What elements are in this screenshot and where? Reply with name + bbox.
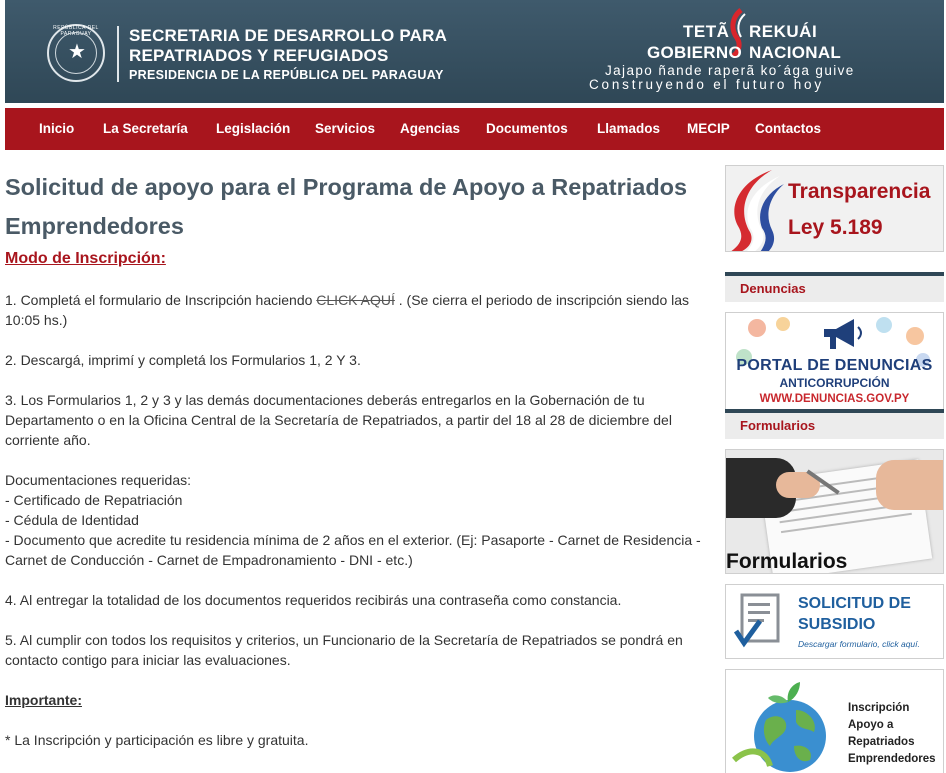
bubble-icon [876, 317, 892, 333]
important-heading: Importante: [5, 692, 82, 708]
header-divider [117, 26, 119, 82]
nav-item-servicios[interactable]: Servicios [315, 121, 376, 136]
doc-item: - Cédula de Identidad [5, 512, 139, 528]
nav-item-inicio[interactable]: Inicio [39, 121, 75, 136]
nav-item-llamados[interactable]: Llamados [597, 121, 661, 136]
nav-item-contactos[interactable]: Contactos [755, 121, 822, 136]
site-title-line1: SECRETARIA DE DESARROLLO PARA [129, 26, 448, 45]
star-icon: ★ [68, 41, 86, 63]
formularios-section-header [725, 409, 944, 439]
transparencia-title: Transparencia [788, 180, 931, 203]
bubble-icon [906, 327, 924, 345]
hand [876, 460, 944, 510]
solicitud-subsidio-banner[interactable] [725, 584, 944, 659]
step-5: 5. Al cumplir con todos los requisitos y criterios, un Funcionario de la Secretaría de Repatriados se pondrá en contacto contigo para iniciar las evaluaciones. [5, 632, 683, 668]
brand-rekuai: REKUÁI [749, 22, 818, 41]
bubble-icon [748, 319, 766, 337]
brand-nacional: NACIONAL [749, 43, 842, 62]
portal-title: PORTAL DE DENUNCIAS [736, 357, 933, 374]
docs-heading: Documentaciones requeridas: [5, 472, 191, 488]
nav-item-la-secretaria[interactable]: La Secretaría [103, 121, 188, 136]
subsidio-subtitle: Descargar formulario, click aquí. [798, 639, 920, 649]
checklist-icon [734, 591, 784, 653]
bubble-icon [776, 317, 790, 331]
portal-subtitle: ANTICORRUPCIÓN [779, 376, 890, 390]
formularios-banner-text: Formularios [726, 550, 848, 573]
paraguay-flag-ribbon-icon [728, 168, 784, 252]
portal-url: WWW.DENUNCIAS.GOV.PY [759, 393, 910, 405]
megaphone-icon [820, 317, 866, 353]
step-1: 1. Completá el formulario de Inscripción haciendo CLICK AQUÍ . (Se cierra el periodo de inscripción siendo las 10:05 hs.) [5, 292, 690, 328]
formularios-label: Formularios [740, 418, 816, 433]
page-title: Solicitud de apoyo para el Programa de Apoyo a Repatriados Emprendedores [5, 174, 688, 239]
doc-item: - Documento que acredite tu residencia mínima de 2 años en el exterior. (Ej: Pasaporte - Carnet de Residencia - Carnet de Conducción - Carnet de Empadronamiento - DNI - etc.) [5, 532, 701, 568]
portal-denuncias-banner[interactable] [725, 312, 944, 411]
tagline-spanish: Construyendo el futuro hoy [589, 77, 824, 92]
site-header [5, 0, 944, 103]
nav-item-agencias[interactable]: Agencias [400, 121, 461, 136]
site-subtitle: PRESIDENCIA DE LA REPÚBLICA DEL PARAGUAY [129, 68, 444, 82]
doc-item: - Certificado de Repatriación [5, 492, 183, 508]
nav-item-documentos[interactable]: Documentos [486, 121, 568, 136]
click-here-link[interactable]: CLICK AQUÍ [316, 292, 395, 308]
globe-plant-icon [730, 680, 842, 773]
formularios-banner[interactable] [725, 449, 944, 574]
tagline-guarani: Jajapo ñande raperã ko´ága guive [605, 63, 855, 78]
denuncias-label: Denuncias [740, 281, 806, 296]
transparencia-banner[interactable] [725, 165, 944, 252]
step-3: 3. Los Formularios 1, 2 y 3 y las demás documentaciones deberás entregarlos en la Gobernación de tu Departamento o en la Oficina Central de la Secretaría de Repatriados, a partir del 18 al 28 de diciembre del corriente año. [5, 392, 672, 448]
nav-item-mecip[interactable]: MECIP [687, 121, 730, 136]
important-note: * La Inscripción y participación es libre y gratuita. [5, 732, 309, 748]
subsidio-title-2: SUBSIDIO [798, 616, 876, 633]
site-title-line2: REPATRIADOS Y REFUGIADOS [129, 46, 389, 65]
national-seal-logo[interactable] [47, 24, 105, 82]
brand-gobierno: GOBIERNO [647, 43, 742, 62]
inscripcion-apoyo-banner[interactable] [725, 669, 944, 773]
denuncias-section-header [725, 272, 944, 302]
step-4: 4. Al entregar la totalidad de los documentos requeridos recibirás una contraseña como constancia. [5, 592, 622, 608]
brand-teta: TETÃ [683, 22, 730, 41]
inscripcion-apoyo-text: Inscripción Apoyo a Repatriados Emprendedores [848, 702, 936, 765]
main-nav [5, 108, 944, 150]
site-title[interactable] [129, 26, 447, 66]
step-2: 2. Descargá, imprimí y completá los Formularios 1, 2 Y 3. [5, 352, 361, 368]
seal-text: REPÚBLICA DEL PARAGUAY [53, 25, 99, 37]
subsidio-title-1: SOLICITUD DE [798, 595, 911, 612]
nav-item-legislacion[interactable]: Legislación [216, 121, 291, 136]
section-heading: Modo de Inscripción: [5, 250, 166, 267]
transparencia-law: Ley 5.189 [788, 216, 883, 239]
